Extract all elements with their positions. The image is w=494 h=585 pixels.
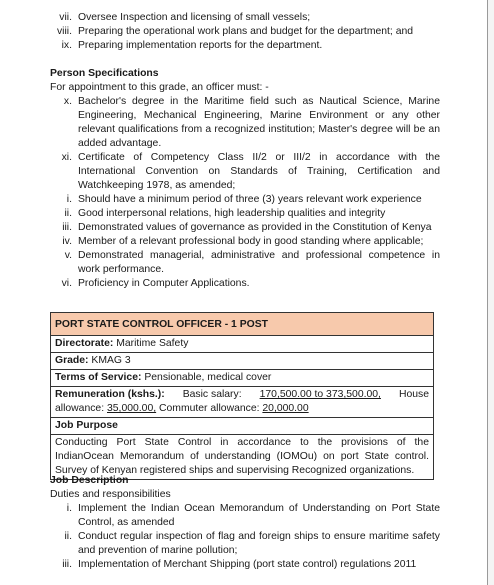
remuneration-label: Remuneration (kshs.): xyxy=(55,389,165,400)
item-text: Oversee Inspection and licensing of small vessels; xyxy=(78,12,311,23)
job-purpose-text: Conducting Port State Control in accordance to the provisions of the IndianOcean Memorandum of understanding (IOMOu) on port State control. Survey of Kenyan registered ships and supervising Recognized organizations. xyxy=(51,435,434,480)
list-item xyxy=(0,558,440,572)
house-allowance-value: 35,000.00, xyxy=(107,403,157,414)
item-number: x. xyxy=(63,96,72,107)
commuter-allowance-value: 20,000.00 xyxy=(262,403,309,414)
item-text: Demonstrated values of governance as provided in the Constitution of Kenya xyxy=(78,222,432,233)
basic-salary-value: 170,500.00 to 373,500.00, xyxy=(259,389,381,400)
house-allowance-label-cont: allowance: xyxy=(55,403,105,414)
item-number: iii. xyxy=(62,559,72,570)
page-edge-border xyxy=(487,0,488,585)
list-item xyxy=(0,530,440,558)
item-number: iii. xyxy=(62,222,72,233)
item-number: iv. xyxy=(62,236,72,247)
list-item xyxy=(0,502,440,530)
list-item xyxy=(0,151,440,193)
item-text: Bachelor's degree in the Maritime field such as Nautical Science, Marine Engineering, Mechanical Engineering, Marine Environment or any other relevant qualifications from a recognized institution; Master's degree will be an added advantage. xyxy=(78,96,440,149)
item-number: v. xyxy=(64,250,72,261)
item-text: Certificate of Competency Class II/2 or III/2 in accordance with the International Convention on Standards of Training, Certification and Watchkeeping 1978, as amended; xyxy=(78,152,440,191)
item-number: vi. xyxy=(61,278,72,289)
terms-row xyxy=(51,370,434,387)
post-title: PORT STATE CONTROL OFFICER - 1 POST xyxy=(51,313,434,336)
item-text: Should have a minimum period of three (3) years relevant work experience xyxy=(78,194,422,205)
item-text: Proficiency in Computer Applications. xyxy=(78,278,250,289)
list-item xyxy=(0,249,440,277)
terms-value: Pensionable, medical cover xyxy=(144,372,272,383)
item-text: Preparing the operational work plans and budget for the department; and xyxy=(78,26,414,37)
list-item xyxy=(0,39,440,53)
directorate-value: Maritime Safety xyxy=(116,338,189,349)
grade-row xyxy=(51,353,434,370)
list-item xyxy=(0,235,440,249)
item-text: Good interpersonal relations, high leadership qualities and integrity xyxy=(78,208,386,219)
item-number: i. xyxy=(66,503,72,514)
item-text: Demonstrated managerial, administrative and professional competence in work performance. xyxy=(78,250,440,275)
list-item xyxy=(0,11,440,25)
grade-label: Grade: xyxy=(55,355,89,366)
grade-value: KMAG 3 xyxy=(91,355,131,366)
job-purpose-label: Job Purpose xyxy=(51,418,434,435)
item-text: Implement the Indian Ocean Memorandum of Understanding on Port State Control, as amended xyxy=(78,503,440,528)
list-item xyxy=(0,207,440,221)
person-spec-heading: Person Specifications xyxy=(50,68,159,79)
basic-salary-label: Basic salary: xyxy=(182,389,242,400)
commuter-allowance-label: Commuter allowance: xyxy=(159,403,260,414)
item-number: viii. xyxy=(56,26,72,37)
list-item xyxy=(0,25,440,39)
item-number: ii. xyxy=(64,531,72,542)
list-item xyxy=(0,221,440,235)
remuneration-row xyxy=(51,387,434,418)
list-item xyxy=(0,193,440,207)
item-number: ii. xyxy=(64,208,72,219)
item-text: Conduct regular inspection of flag and foreign ships to ensure maritime safety and prevention of marine pollution; xyxy=(78,531,440,556)
list-item xyxy=(0,277,440,291)
person-spec-intro: For appointment to this grade, an officer must: - xyxy=(50,82,269,93)
item-text: Member of a relevant professional body in good standing where applicable; xyxy=(78,236,424,247)
item-number: i. xyxy=(66,194,72,205)
person-spec-list xyxy=(0,95,440,291)
directorate-label: Directorate: xyxy=(55,338,114,349)
job-description-list xyxy=(0,502,440,572)
item-text: Implementation of Merchant Shipping (port state control) regulations 2011 xyxy=(78,559,417,570)
job-description-intro: Duties and responsibilities xyxy=(50,489,171,500)
item-text: Preparing implementation reports for the department. xyxy=(78,40,323,51)
duties-list-top xyxy=(0,11,440,53)
item-number: vii. xyxy=(59,12,72,23)
job-description-heading: Job Description xyxy=(50,475,129,486)
list-item xyxy=(0,95,440,151)
post-details-table xyxy=(50,312,434,480)
item-number: ix. xyxy=(61,40,72,51)
item-number: xi. xyxy=(61,152,72,163)
page-edge-shade xyxy=(488,0,494,585)
house-allowance-label: House xyxy=(398,389,429,400)
directorate-row xyxy=(51,336,434,353)
terms-label: Terms of Service: xyxy=(55,372,142,383)
